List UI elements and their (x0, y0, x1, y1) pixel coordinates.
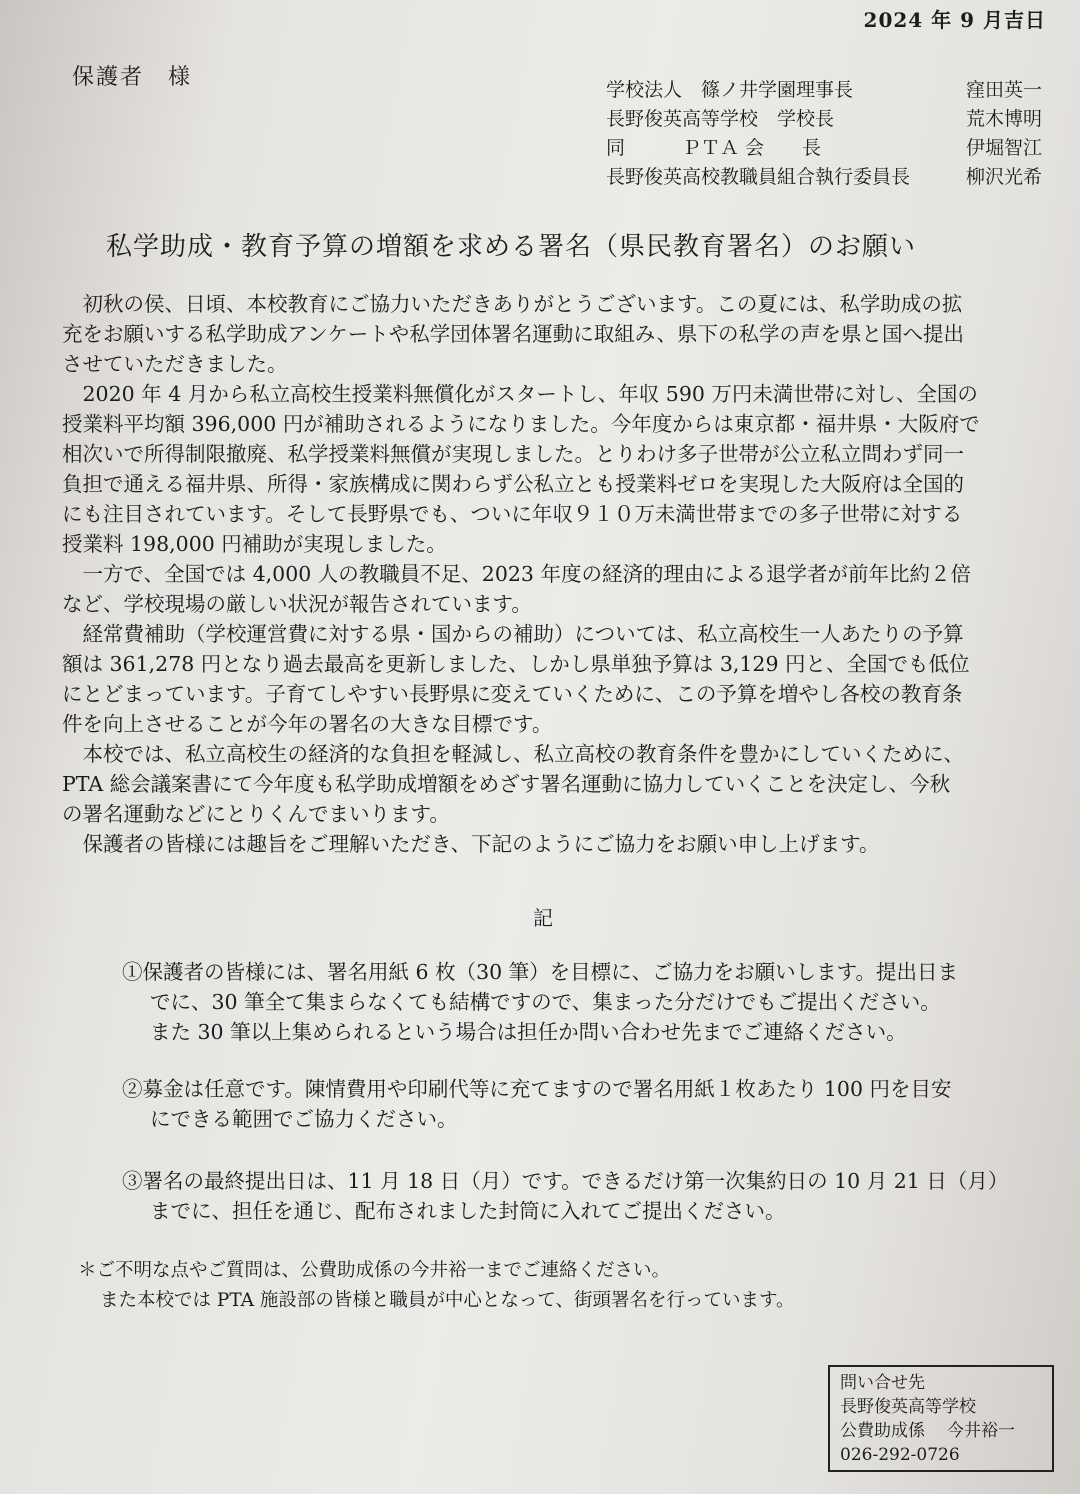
contact-heading: 問い合せ先 (840, 1373, 925, 1393)
issue-date: 2024 年 9 月吉日 (863, 8, 1046, 32)
signer-role: 学校法人 篠ノ井学園理事長 (606, 79, 854, 101)
item-line: ②募金は任意です。陳情費用や印刷代等に充てますので署名用紙１枚あたり 100 円を目安 (122, 1077, 952, 1101)
signer-role: 長野俊英高等学校 学校長 (606, 108, 835, 130)
signer-row (606, 76, 1066, 105)
note-block (78, 1256, 795, 1316)
paragraph-line: 件を向上させることが今年の署名の大きな目標です。 (62, 712, 553, 736)
signer-name: 伊堀智江 (966, 137, 1043, 159)
paragraph-line: させていただきました。 (62, 352, 288, 376)
contact-person-line (840, 1419, 1042, 1443)
paragraph-line: 本校では、私立高校生の経済的な負担を軽減し、私立高校の教育条件を豊かにしていくために、 (82, 742, 964, 766)
paragraph-line: PTA 総会議案書にて今年度も私学助成増額をめざす署名運動に協力していくことを決定し、今秋 (62, 772, 951, 796)
contact-phone[interactable]: 026-292-0726 (840, 1445, 960, 1465)
item-line: までに、担任を通じ、配布されました封筒に入れてご提出ください。 (150, 1199, 786, 1223)
signer-row (606, 163, 1066, 192)
contact-school: 長野俊英高等学校 (840, 1397, 976, 1417)
ki-heading: 記 (533, 906, 553, 930)
signer-row (606, 134, 1066, 163)
note-line: ＊ご不明な点やご質問は、公費助成係の今井裕一までご連絡ください。 (78, 1260, 671, 1281)
request-item-1 (122, 957, 1067, 1047)
paragraph-line: 充をお願いする私学助成アンケートや私学団体署名運動に取組み、県下の私学の声を県と国へ提出 (62, 322, 964, 346)
paragraph-line: 授業料 198,000 円補助が実現しました。 (62, 532, 447, 556)
paragraph-line: 一方で、全国では 4,000 人の教職員不足、2023 年度の経済的理由による退学者が前年比約２倍 (82, 562, 971, 586)
signer-role: 長野俊英高校教職員組合執行委員長 (606, 166, 911, 188)
note-line: また本校では PTA 施設部の皆様と職員が中心となって、街頭署名を行っています。 (100, 1290, 795, 1311)
item-line: また 30 筆以上集められるという場合は担任か問い合わせ先までご連絡ください。 (150, 1020, 907, 1044)
paragraph-line: 額は 361,278 円となり過去最高を更新しました、しかし県単独予算は 3,129 円と、全国でも低位 (62, 652, 970, 676)
item-line: ③署名の最終提出日は、11 月 18 日（月）です。できるだけ第一次集約日の 10 月 21 日（月） (122, 1169, 1009, 1193)
signer-row (606, 105, 1066, 134)
paragraph-line: にも注目されています。そして長野県でも、ついに年収９１０万未満世帯までの多子世帯に対する (62, 502, 963, 526)
paragraph-line: 保護者の皆様には趣旨をご理解いただき、下記のようにご協力をお願い申し上げます。 (82, 832, 880, 856)
request-item-3 (122, 1166, 1067, 1226)
item-line: にできる範囲でご協力ください。 (150, 1107, 458, 1131)
body-text (62, 289, 1062, 859)
signers-block (606, 76, 1066, 192)
addressee: 保護者 様 (72, 65, 193, 90)
request-item-2 (122, 1074, 1067, 1134)
paragraph-line: にとどまっています。子育てしやすい長野県に変えていくために、この予算を増やし各校の教育条 (62, 682, 963, 706)
contact-person: 今井裕一 (947, 1421, 1015, 1441)
contact-dept: 公費助成係 (840, 1421, 925, 1441)
paragraph-line: など、学校現場の厳しい状況が報告されています。 (62, 592, 532, 616)
item-line: でに、30 筆全て集まらなくても結構ですので、集まった分だけでもご提出ください。 (150, 990, 941, 1014)
document-title: 私学助成・教育予算の増額を求める署名（県民教育署名）のお願い (106, 232, 917, 262)
paragraph-line: 経常費補助（学校運営費に対する県・国からの補助）については、私立高校生一人あたりの予算 (82, 622, 964, 646)
paragraph-line: 2020 年 4 月から私立高校生授業料無償化がスタートし、年収 590 万円未満世帯に対し、全国の (82, 382, 978, 406)
paragraph-line: 負担で通える福井県、所得・家族構成に関わらず公私立とも授業料ゼロを実現した大阪府は全国的 (62, 472, 964, 496)
signer-name: 荒木博明 (966, 108, 1043, 130)
item-line: ①保護者の皆様には、署名用紙 6 枚（30 筆）を目標に、ご協力をお願いします。提出日ま (122, 960, 959, 984)
signer-role: 同 ＰＴＡ 会 長 (606, 137, 822, 159)
signer-name: 柳沢光希 (966, 166, 1043, 188)
paragraph-line: 相次いで所得制限撤廃、私学授業料無償が実現しました。とりわけ多子世帯が公立私立問わず同一 (62, 442, 964, 466)
signer-name: 窪田英一 (966, 79, 1043, 101)
paragraph-line: 授業料平均額 396,000 円が補助されるようになりました。今年度からは東京都・福井県・大阪府で (62, 412, 980, 436)
contact-box (828, 1365, 1054, 1472)
paragraph-line: の署名運動などにとりくんでまいります。 (62, 802, 450, 826)
paragraph-line: 初秋の侯、日頃、本校教育にご協力いただきありがとうございます。この夏には、私学助成の拡 (82, 292, 963, 316)
